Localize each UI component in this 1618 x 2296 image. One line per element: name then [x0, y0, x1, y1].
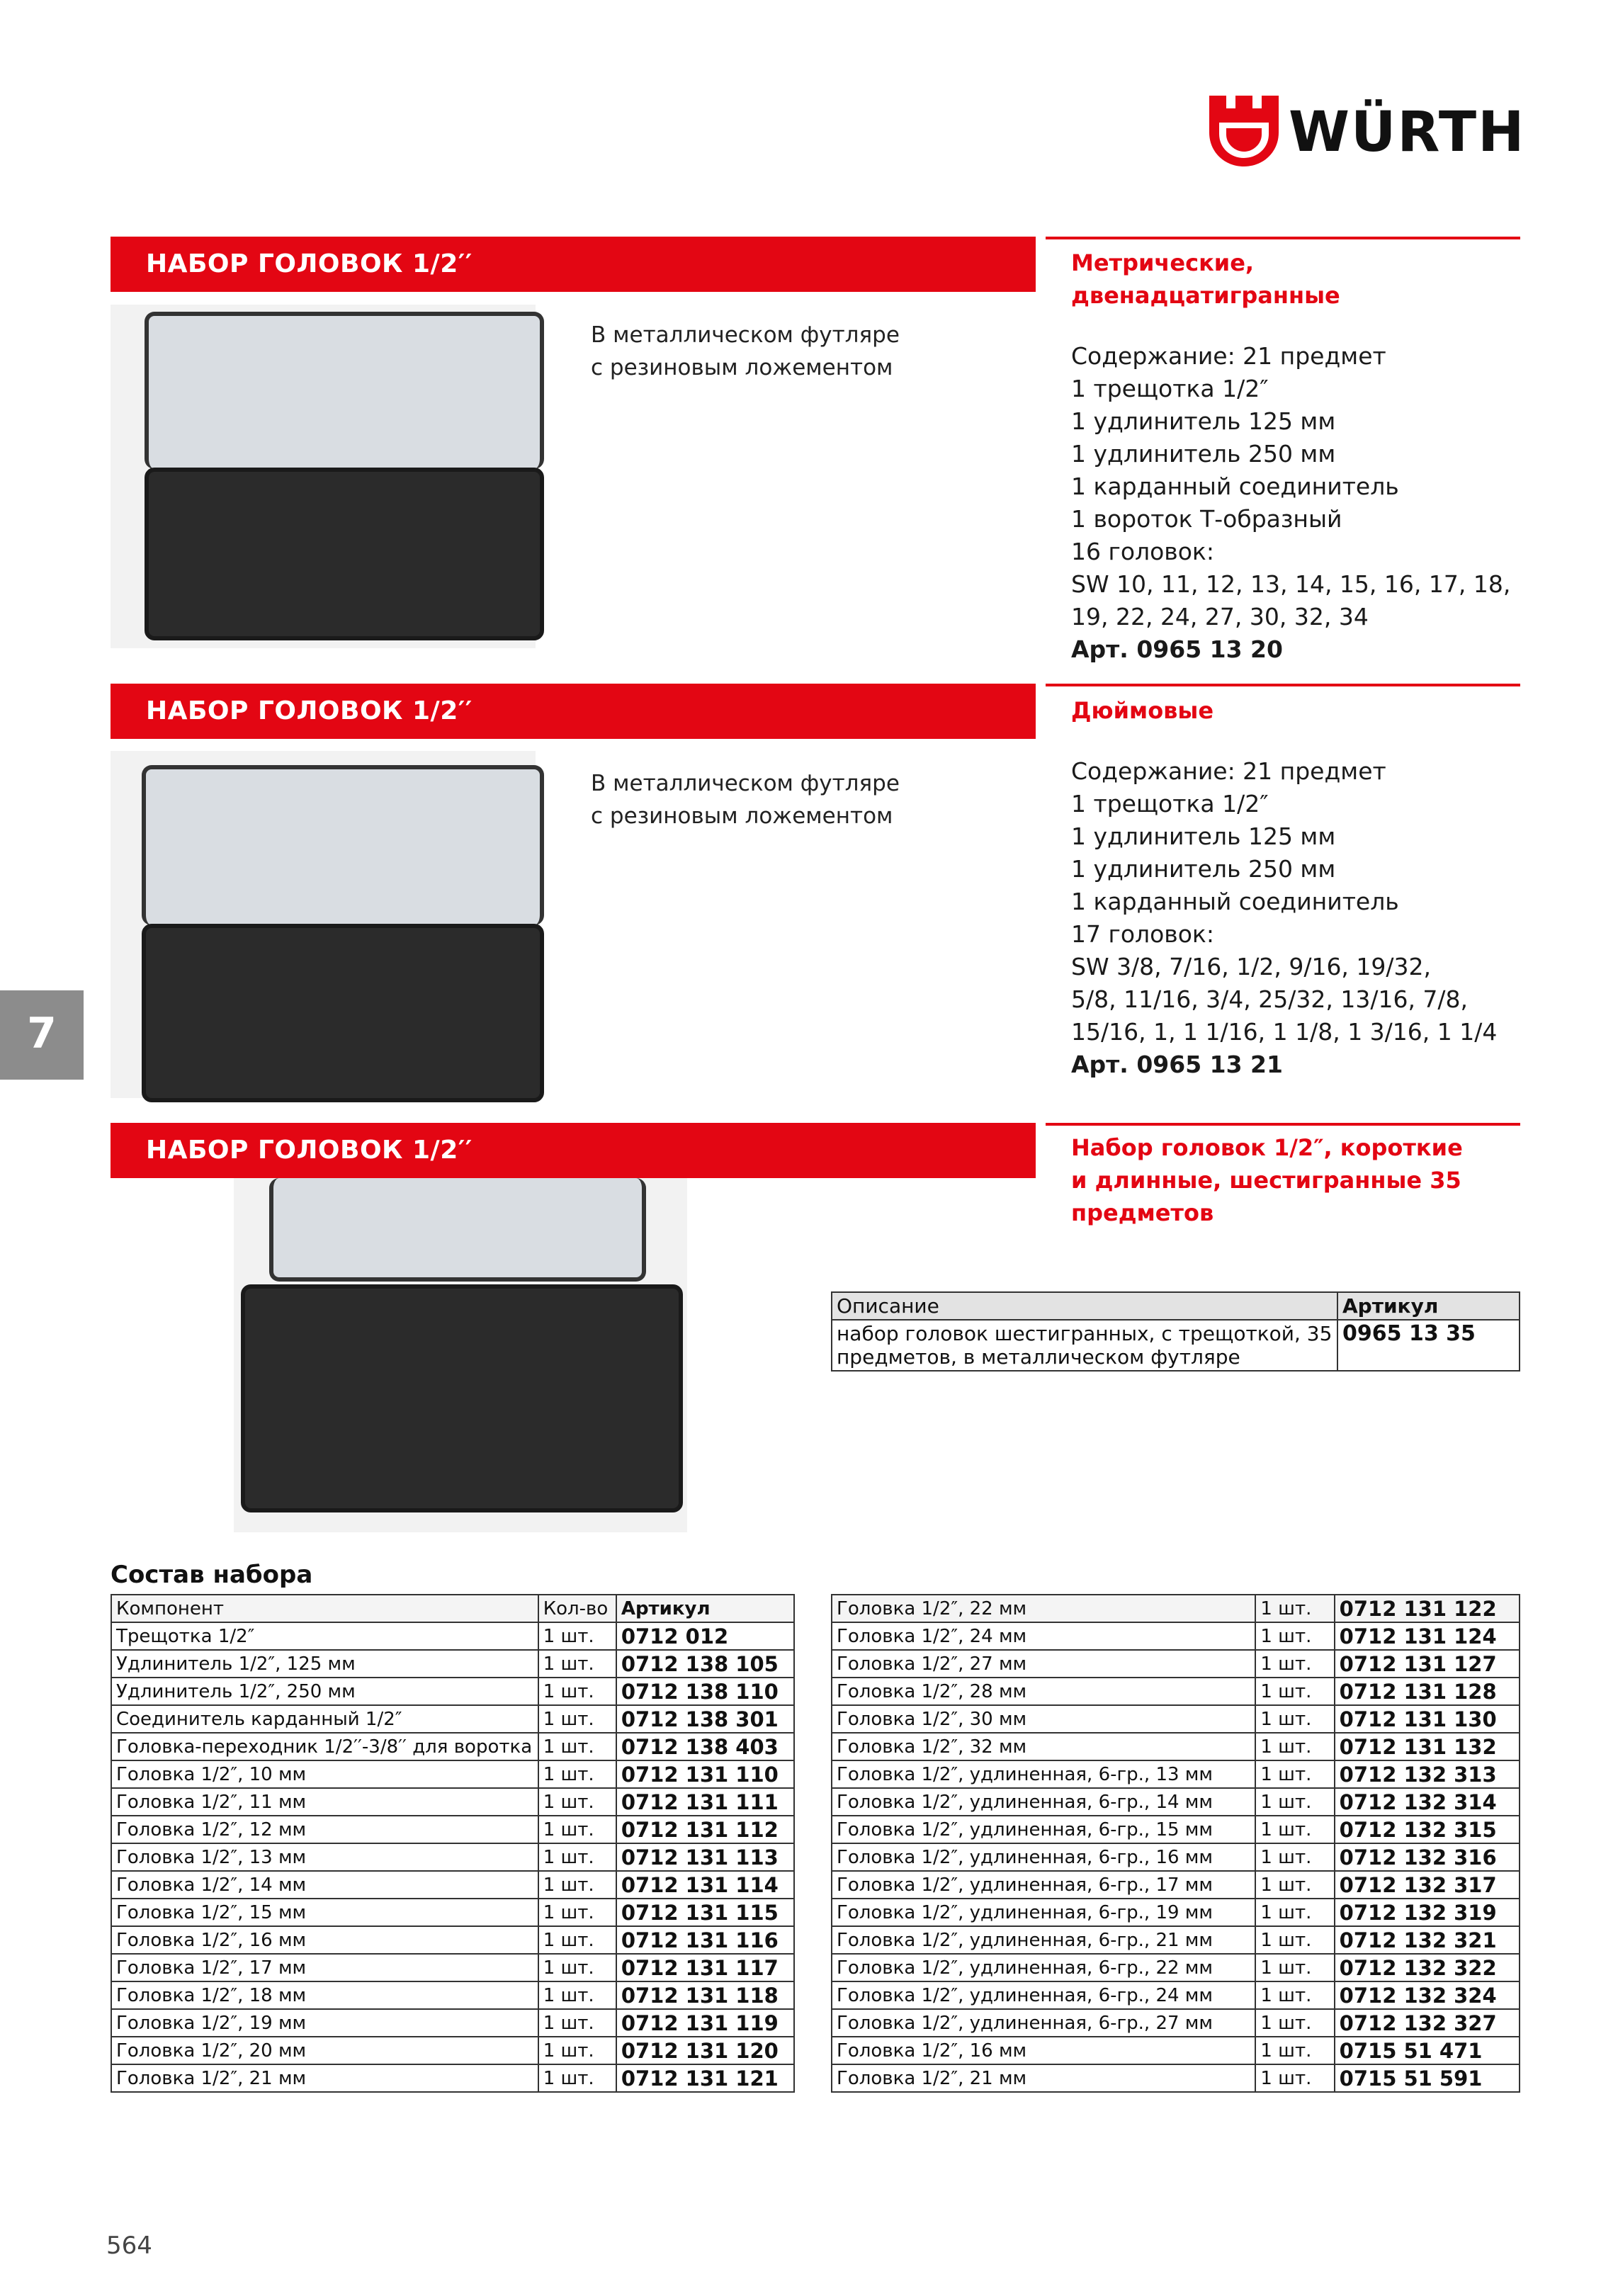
table-row — [111, 1760, 794, 1788]
table-row — [832, 1816, 1520, 1843]
spec-line: SW 10, 11, 12, 13, 14, 15, 16, 17, 18, — [1071, 570, 1511, 598]
quantity-cell: 1 шт. — [538, 2009, 616, 2037]
section-3-rule — [1046, 1123, 1520, 1126]
section-1-rule — [1046, 237, 1520, 239]
spec-line: 1 удлинитель 125 мм — [1071, 822, 1336, 850]
article-cell: 0712 131 111 — [616, 1788, 794, 1816]
order-description — [832, 1320, 1337, 1371]
quantity-cell: 1 шт. — [1255, 1899, 1334, 1926]
product-photo-metric — [111, 305, 536, 648]
article-cell: 0712 132 319 — [1335, 1899, 1520, 1926]
spec-line: 1 карданный соединитель — [1071, 473, 1399, 500]
component-cell: Удлинитель 1/2″, 250 мм — [111, 1678, 538, 1705]
article-cell: 0712 131 115 — [616, 1899, 794, 1926]
component-cell: Головка 1/2″, 19 мм — [111, 2009, 538, 2037]
spec-line: 5/8, 11/16, 3/4, 25/32, 13/16, 7/8, — [1071, 985, 1469, 1013]
table-row — [832, 2009, 1520, 2037]
component-cell: Головка 1/2″, удлиненная, 6-гр., 16 мм — [832, 1843, 1255, 1871]
quantity-cell: 1 шт. — [538, 1622, 616, 1650]
component-cell: Головка 1/2″, удлиненная, 6-гр., 21 мм — [832, 1926, 1255, 1954]
component-cell: Головка 1/2″, 14 мм — [111, 1871, 538, 1899]
quantity-cell: 1 шт. — [538, 1981, 616, 2009]
quantity-cell: 1 шт. — [538, 2064, 616, 2092]
table-row — [832, 1733, 1520, 1760]
component-cell: Головка 1/2″, 17 мм — [111, 1954, 538, 1981]
table-row — [832, 1678, 1520, 1705]
case-tray — [142, 924, 544, 1102]
component-cell: Головка 1/2″, 28 мм — [832, 1678, 1255, 1705]
table-row — [832, 1871, 1520, 1899]
table-row — [832, 1843, 1520, 1871]
quantity-cell: 1 шт. — [1255, 1788, 1334, 1816]
article-cell: 0712 131 118 — [616, 1981, 794, 2009]
section-3-header — [111, 1123, 1036, 1178]
order-description-line: предметов, в металлическом футляре — [837, 1345, 1240, 1369]
subtitle-line: двенадцатигранные — [1071, 282, 1340, 309]
component-cell: Головка 1/2″, удлиненная, 6-гр., 17 мм — [832, 1871, 1255, 1899]
spec-line: 1 вороток Т-образный — [1071, 505, 1342, 533]
order-article: 0965 13 35 — [1337, 1320, 1520, 1371]
table-row — [111, 1981, 794, 2009]
section-1-specs — [1071, 340, 1510, 666]
spec-line: 1 удлинитель 250 мм — [1071, 440, 1336, 468]
article-cell: 0715 51 471 — [1335, 2037, 1520, 2064]
subtitle-line: предметов — [1071, 1199, 1214, 1226]
description-line: В металлическом футляре — [591, 771, 900, 796]
quantity-cell: 1 шт. — [1255, 1705, 1334, 1733]
table-row — [111, 1843, 794, 1871]
table-row — [832, 1760, 1520, 1788]
spec-line: 15/16, 1, 1 1/16, 1 1/8, 1 3/16, 1 1/4 — [1071, 1018, 1498, 1046]
article-cell: 0712 131 132 — [1335, 1733, 1520, 1760]
component-cell: Головка 1/2″, удлиненная, 6-гр., 27 мм — [832, 2009, 1255, 2037]
component-cell: Головка 1/2″, 32 мм — [832, 1733, 1255, 1760]
section-1-title: НАБОР ГОЛОВОК 1/2′′ — [146, 249, 473, 278]
table-row — [111, 1705, 794, 1733]
component-cell: Соединитель карданный 1/2″ — [111, 1705, 538, 1733]
spec-line: 1 карданный соединитель — [1071, 888, 1399, 915]
quantity-cell: 1 шт. — [538, 1760, 616, 1788]
spec-line: 17 головок: — [1071, 920, 1214, 948]
article-cell: 0712 012 — [616, 1622, 794, 1650]
article-cell: 0712 132 315 — [1335, 1816, 1520, 1843]
wurth-logo-mark — [1209, 96, 1279, 166]
article-cell: 0715 51 591 — [1335, 2064, 1520, 2092]
table-row — [832, 1788, 1520, 1816]
component-cell: Трещотка 1/2″ — [111, 1622, 538, 1650]
article-cell: 0712 131 120 — [616, 2037, 794, 2064]
component-cell: Головка 1/2″, удлиненная, 6-гр., 15 мм — [832, 1816, 1255, 1843]
component-cell: Головка 1/2″, 16 мм — [832, 2037, 1255, 2064]
spec-line: 16 головок: — [1071, 538, 1214, 565]
subtitle-line: Набор головок 1/2″, короткие — [1071, 1134, 1463, 1161]
order-table — [831, 1291, 1520, 1372]
spec-line: 19, 22, 24, 27, 30, 32, 34 — [1071, 603, 1369, 630]
article-cell: 0712 138 301 — [616, 1705, 794, 1733]
article-cell: 0712 132 313 — [1335, 1760, 1520, 1788]
quantity-cell: 1 шт. — [1255, 1843, 1334, 1871]
case-lid — [142, 765, 544, 925]
composition-table-left — [111, 1594, 795, 2093]
article-number: Арт. 0965 13 21 — [1071, 1051, 1283, 1078]
description-line: с резиновым ложементом — [591, 355, 893, 380]
table-row — [111, 2064, 794, 2092]
article-cell: 0712 138 105 — [616, 1650, 794, 1678]
table-row — [111, 1899, 794, 1926]
section-1-description — [591, 319, 900, 384]
article-cell: 0712 138 110 — [616, 1678, 794, 1705]
section-2-rule — [1046, 684, 1520, 686]
table-row — [111, 1788, 794, 1816]
quantity-cell: 1 шт. — [1255, 1871, 1334, 1899]
article-cell: 0712 131 122 — [1335, 1595, 1520, 1622]
chapter-number: 7 — [27, 1009, 57, 1058]
article-cell: 0712 131 114 — [616, 1871, 794, 1899]
order-description-line: набор головок шестигранных, с трещоткой, 35 — [837, 1322, 1333, 1345]
quantity-cell: 1 шт. — [538, 1678, 616, 1705]
spec-line: Содержание: 21 предмет — [1071, 757, 1386, 785]
quantity-cell: 1 шт. — [1255, 1622, 1334, 1650]
product-photo-inch — [111, 751, 536, 1098]
section-2-description — [591, 767, 900, 832]
quantity-cell: 1 шт. — [1255, 1981, 1334, 2009]
quantity-cell: 1 шт. — [1255, 2037, 1334, 2064]
composition-title: Состав набора — [111, 1561, 313, 1589]
section-2-header — [111, 684, 1036, 739]
table-row — [832, 1320, 1520, 1371]
table-row — [111, 1733, 794, 1760]
quantity-cell: 1 шт. — [1255, 2009, 1334, 2037]
subtitle-line: Метрические, — [1071, 249, 1255, 276]
table-row — [111, 1926, 794, 1954]
article-cell: 0712 132 327 — [1335, 2009, 1520, 2037]
article-cell: 0712 131 117 — [616, 1954, 794, 1981]
component-cell: Головка 1/2″, 15 мм — [111, 1899, 538, 1926]
component-cell: Головка 1/2″, 11 мм — [111, 1788, 538, 1816]
spec-line: 1 трещотка 1/2″ — [1071, 375, 1269, 402]
table-row — [832, 2064, 1520, 2092]
spec-line: SW 3/8, 7/16, 1/2, 9/16, 19/32, — [1071, 953, 1432, 980]
component-cell: Головка 1/2″, 21 мм — [111, 2064, 538, 2092]
description-line: В металлическом футляре — [591, 322, 900, 348]
article-cell: 0712 132 321 — [1335, 1926, 1520, 1954]
article-cell: 0712 131 121 — [616, 2064, 794, 2092]
quantity-cell: Кол-во — [538, 1595, 616, 1622]
quantity-cell: 1 шт. — [1255, 1926, 1334, 1954]
component-cell: Головка 1/2″, 18 мм — [111, 1981, 538, 2009]
component-cell: Компонент — [111, 1595, 538, 1622]
quantity-cell: 1 шт. — [1255, 2064, 1334, 2092]
table-row — [832, 1595, 1520, 1622]
article-cell: 0712 132 317 — [1335, 1871, 1520, 1899]
table-row — [111, 1954, 794, 1981]
table-row — [111, 1816, 794, 1843]
article-cell: 0712 131 127 — [1335, 1650, 1520, 1678]
component-cell: Головка 1/2″, 13 мм — [111, 1843, 538, 1871]
page-number: 564 — [106, 2232, 152, 2260]
article-number: Арт. 0965 13 20 — [1071, 635, 1283, 663]
component-cell: Головка 1/2″, удлиненная, 6-гр., 19 мм — [832, 1899, 1255, 1926]
article-cell: 0712 131 112 — [616, 1816, 794, 1843]
quantity-cell: 1 шт. — [1255, 1650, 1334, 1678]
chapter-tab — [0, 990, 84, 1080]
quantity-cell: 1 шт. — [1255, 1816, 1334, 1843]
quantity-cell: 1 шт. — [538, 1733, 616, 1760]
component-cell: Головка 1/2″, 20 мм — [111, 2037, 538, 2064]
component-cell: Головка 1/2″, 10 мм — [111, 1760, 538, 1788]
brand-name: WÜRTH — [1289, 101, 1526, 164]
quantity-cell: 1 шт. — [538, 1871, 616, 1899]
quantity-cell: 1 шт. — [538, 1816, 616, 1843]
table-header-row — [111, 1595, 794, 1622]
quantity-cell: 1 шт. — [538, 2037, 616, 2064]
table-row — [111, 1678, 794, 1705]
table-row — [111, 1871, 794, 1899]
article-cell: 0712 132 314 — [1335, 1788, 1520, 1816]
case-tray — [241, 1284, 683, 1512]
article-cell: 0712 131 113 — [616, 1843, 794, 1871]
quantity-cell: 1 шт. — [1255, 1733, 1334, 1760]
table-row — [832, 1705, 1520, 1733]
article-cell: 0712 131 130 — [1335, 1705, 1520, 1733]
article-cell: 0712 132 324 — [1335, 1981, 1520, 2009]
spec-line: Содержание: 21 предмет — [1071, 342, 1386, 370]
quantity-cell: 1 шт. — [1255, 1954, 1334, 1981]
table-row — [111, 2009, 794, 2037]
table-row — [832, 1650, 1520, 1678]
article-cell: 0712 131 124 — [1335, 1622, 1520, 1650]
description-line: с резиновым ложементом — [591, 803, 893, 829]
component-cell: Головка 1/2″, удлиненная, 6-гр., 14 мм — [832, 1788, 1255, 1816]
component-cell: Головка 1/2″, удлиненная, 6-гр., 24 мм — [832, 1981, 1255, 2009]
table-row — [111, 1622, 794, 1650]
table-row — [832, 1926, 1520, 1954]
case-lid — [269, 1178, 646, 1282]
component-cell: Головка 1/2″, 27 мм — [832, 1650, 1255, 1678]
table-row — [832, 1899, 1520, 1926]
quantity-cell: 1 шт. — [538, 1650, 616, 1678]
section-3-title: НАБОР ГОЛОВОК 1/2′′ — [146, 1136, 473, 1165]
product-photo-35pc — [234, 1178, 687, 1532]
order-header-description: Описание — [832, 1292, 1337, 1320]
article-cell: Артикул — [616, 1595, 794, 1622]
component-cell: Головка-переходник 1/2′′-3/8′′ для воротка — [111, 1733, 538, 1760]
component-cell: Головка 1/2″, 22 мм — [832, 1595, 1255, 1622]
quantity-cell: 1 шт. — [538, 1954, 616, 1981]
spec-line: 1 удлинитель 250 мм — [1071, 855, 1336, 883]
component-cell: Головка 1/2″, удлиненная, 6-гр., 22 мм — [832, 1954, 1255, 1981]
quantity-cell: 1 шт. — [538, 1843, 616, 1871]
component-cell: Головка 1/2″, 30 мм — [832, 1705, 1255, 1733]
quantity-cell: 1 шт. — [1255, 1760, 1334, 1788]
spec-line: 1 удлинитель 125 мм — [1071, 407, 1336, 435]
article-cell: 0712 131 119 — [616, 2009, 794, 2037]
component-cell: Головка 1/2″, 16 мм — [111, 1926, 538, 1954]
table-row — [111, 1650, 794, 1678]
order-header-article: Артикул — [1337, 1292, 1520, 1320]
case-lid — [145, 312, 544, 469]
section-3-subtitle — [1071, 1131, 1463, 1229]
quantity-cell: 1 шт. — [1255, 1595, 1334, 1622]
quantity-cell: 1 шт. — [538, 1705, 616, 1733]
section-1-header — [111, 237, 1036, 292]
subtitle-line: и длинные, шестигранные 35 — [1071, 1167, 1461, 1194]
section-1-subtitle — [1071, 247, 1340, 312]
section-2-subtitle — [1071, 694, 1214, 727]
section-2-title: НАБОР ГОЛОВОК 1/2′′ — [146, 696, 473, 725]
article-cell: 0712 132 316 — [1335, 1843, 1520, 1871]
article-cell: 0712 132 322 — [1335, 1954, 1520, 1981]
table-row — [832, 1622, 1520, 1650]
component-cell: Головка 1/2″, удлиненная, 6-гр., 13 мм — [832, 1760, 1255, 1788]
section-2-specs — [1071, 755, 1497, 1081]
quantity-cell: 1 шт. — [538, 1899, 616, 1926]
case-tray — [145, 468, 544, 640]
article-cell: 0712 138 403 — [616, 1733, 794, 1760]
quantity-cell: 1 шт. — [538, 1926, 616, 1954]
component-cell: Головка 1/2″, 21 мм — [832, 2064, 1255, 2092]
table-row — [832, 1981, 1520, 2009]
table-row — [111, 2037, 794, 2064]
component-cell: Головка 1/2″, 24 мм — [832, 1622, 1255, 1650]
component-cell: Головка 1/2″, 12 мм — [111, 1816, 538, 1843]
quantity-cell: 1 шт. — [1255, 1678, 1334, 1705]
table-row — [832, 2037, 1520, 2064]
composition-table-right — [831, 1594, 1520, 2093]
component-cell: Удлинитель 1/2″, 125 мм — [111, 1650, 538, 1678]
article-cell: 0712 131 110 — [616, 1760, 794, 1788]
quantity-cell: 1 шт. — [538, 1788, 616, 1816]
wurth-logo — [1209, 96, 1526, 166]
spec-line: 1 трещотка 1/2″ — [1071, 790, 1269, 818]
article-cell: 0712 131 128 — [1335, 1678, 1520, 1705]
subtitle-line: Дюймовые — [1071, 697, 1214, 724]
table-row — [832, 1954, 1520, 1981]
article-cell: 0712 131 116 — [616, 1926, 794, 1954]
